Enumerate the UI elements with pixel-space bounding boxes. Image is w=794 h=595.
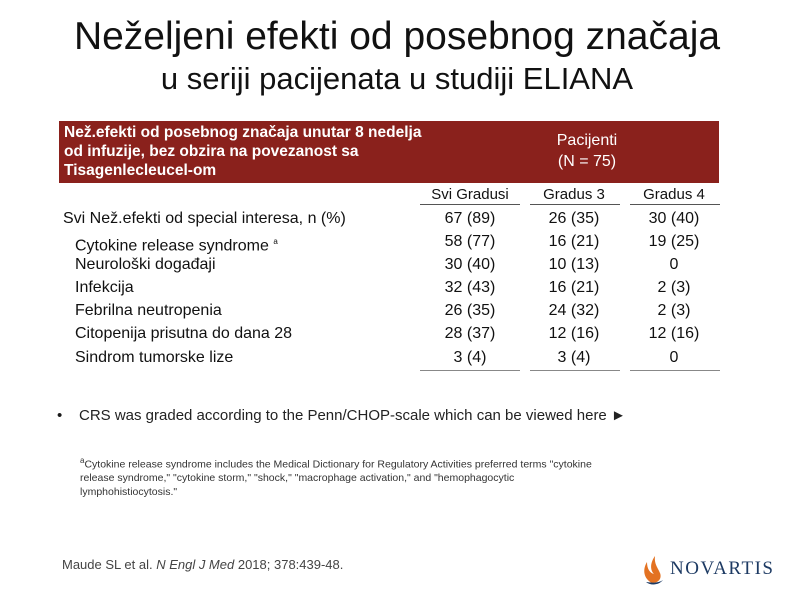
citation-details: 2018; 378:439-48. xyxy=(234,557,344,572)
table-cell: 3 (4) xyxy=(557,349,591,366)
table-row-label: Neurološki događaji xyxy=(75,256,216,273)
table-header-bar xyxy=(59,121,719,183)
table-bottom-rule xyxy=(530,370,620,371)
table-bottom-rule xyxy=(420,370,520,371)
table-cell: 26 (35) xyxy=(444,302,496,319)
table-cell: 24 (32) xyxy=(548,302,600,319)
column-header-underline xyxy=(630,204,720,205)
table-cell: 0 xyxy=(669,256,679,273)
table-cell: 12 (16) xyxy=(648,325,700,342)
table-cell: 32 (43) xyxy=(444,279,496,296)
table-cell: 16 (21) xyxy=(548,279,600,296)
table-cell: 26 (35) xyxy=(548,210,600,227)
table-cell: 16 (21) xyxy=(548,233,600,250)
table-row-label: Svi Než.efekti od special interesa, n (%) xyxy=(63,210,346,227)
citation-authors: Maude SL et al. xyxy=(62,557,157,572)
column-header-grade-3: Gradus 3 xyxy=(543,186,605,203)
table-cell: 12 (16) xyxy=(548,325,600,342)
bullet-dot: • xyxy=(57,407,63,424)
table-cell: 3 (4) xyxy=(453,349,487,366)
table-cell: 67 (89) xyxy=(444,210,496,227)
table-row-label: Infekcija xyxy=(75,279,134,296)
novartis-flame-icon xyxy=(638,552,668,586)
table-row-label: Febrilna neutropenia xyxy=(75,302,222,319)
table-cell: 2 (3) xyxy=(657,279,691,296)
logo-wordmark: NOVARTIS xyxy=(670,558,775,579)
footnote-text: Cytokine release syndrome includes the Medical Dictionary for Regulatory Activities preferred terms "cytokine release syndrome," "cytokine storm," "shock," "macrophage activation," and "hemophagocytic lymphohistiocytosis." xyxy=(80,458,592,498)
table-cell: 28 (37) xyxy=(444,325,496,342)
patients-label: Pacijenti xyxy=(556,132,618,149)
citation-journal: N Engl J Med xyxy=(156,557,235,572)
table-header-patients xyxy=(502,130,672,172)
table-header-left: Než.efekti od posebnog značaja unutar 8 nedelja od infuzije, bez obzira na povezanost sa Tisagenlecleucel-om xyxy=(64,124,422,179)
column-header-underline xyxy=(420,204,520,205)
slide-title: Neželjeni efekti od posebnog značaja xyxy=(73,15,721,58)
novartis-logo xyxy=(638,552,778,586)
footnote-marker: a xyxy=(273,237,278,246)
table-cell: 0 xyxy=(669,349,679,366)
table-cell: 30 (40) xyxy=(444,256,496,273)
table-cell: 2 (3) xyxy=(657,302,691,319)
crs-grading-link[interactable]: CRS was graded according to the Penn/CHOP-scale which can be viewed here ► xyxy=(79,407,626,424)
footnote xyxy=(80,454,600,499)
table-cell: 30 (40) xyxy=(648,210,700,227)
table-cell: 58 (77) xyxy=(444,233,496,250)
column-header-underline xyxy=(530,204,620,205)
slide-subtitle: u seriji pacijenata u studiji ELIANA xyxy=(160,61,634,96)
table-bottom-rule xyxy=(630,370,720,371)
row-label-text: Cytokine release syndrome xyxy=(75,237,269,255)
column-header-all-grades: Svi Gradusi xyxy=(431,186,509,203)
column-header-grade-4: Gradus 4 xyxy=(643,186,705,203)
patients-count: (N = 75) xyxy=(557,153,617,170)
table-cell: 19 (25) xyxy=(648,233,700,250)
citation xyxy=(62,557,343,573)
footnote-marker: a xyxy=(80,456,85,465)
table-cell: 10 (13) xyxy=(548,256,600,273)
table-row-label: Citopenija prisutna do dana 28 xyxy=(75,325,293,342)
table-row-label: Sindrom tumorske lize xyxy=(75,349,234,366)
